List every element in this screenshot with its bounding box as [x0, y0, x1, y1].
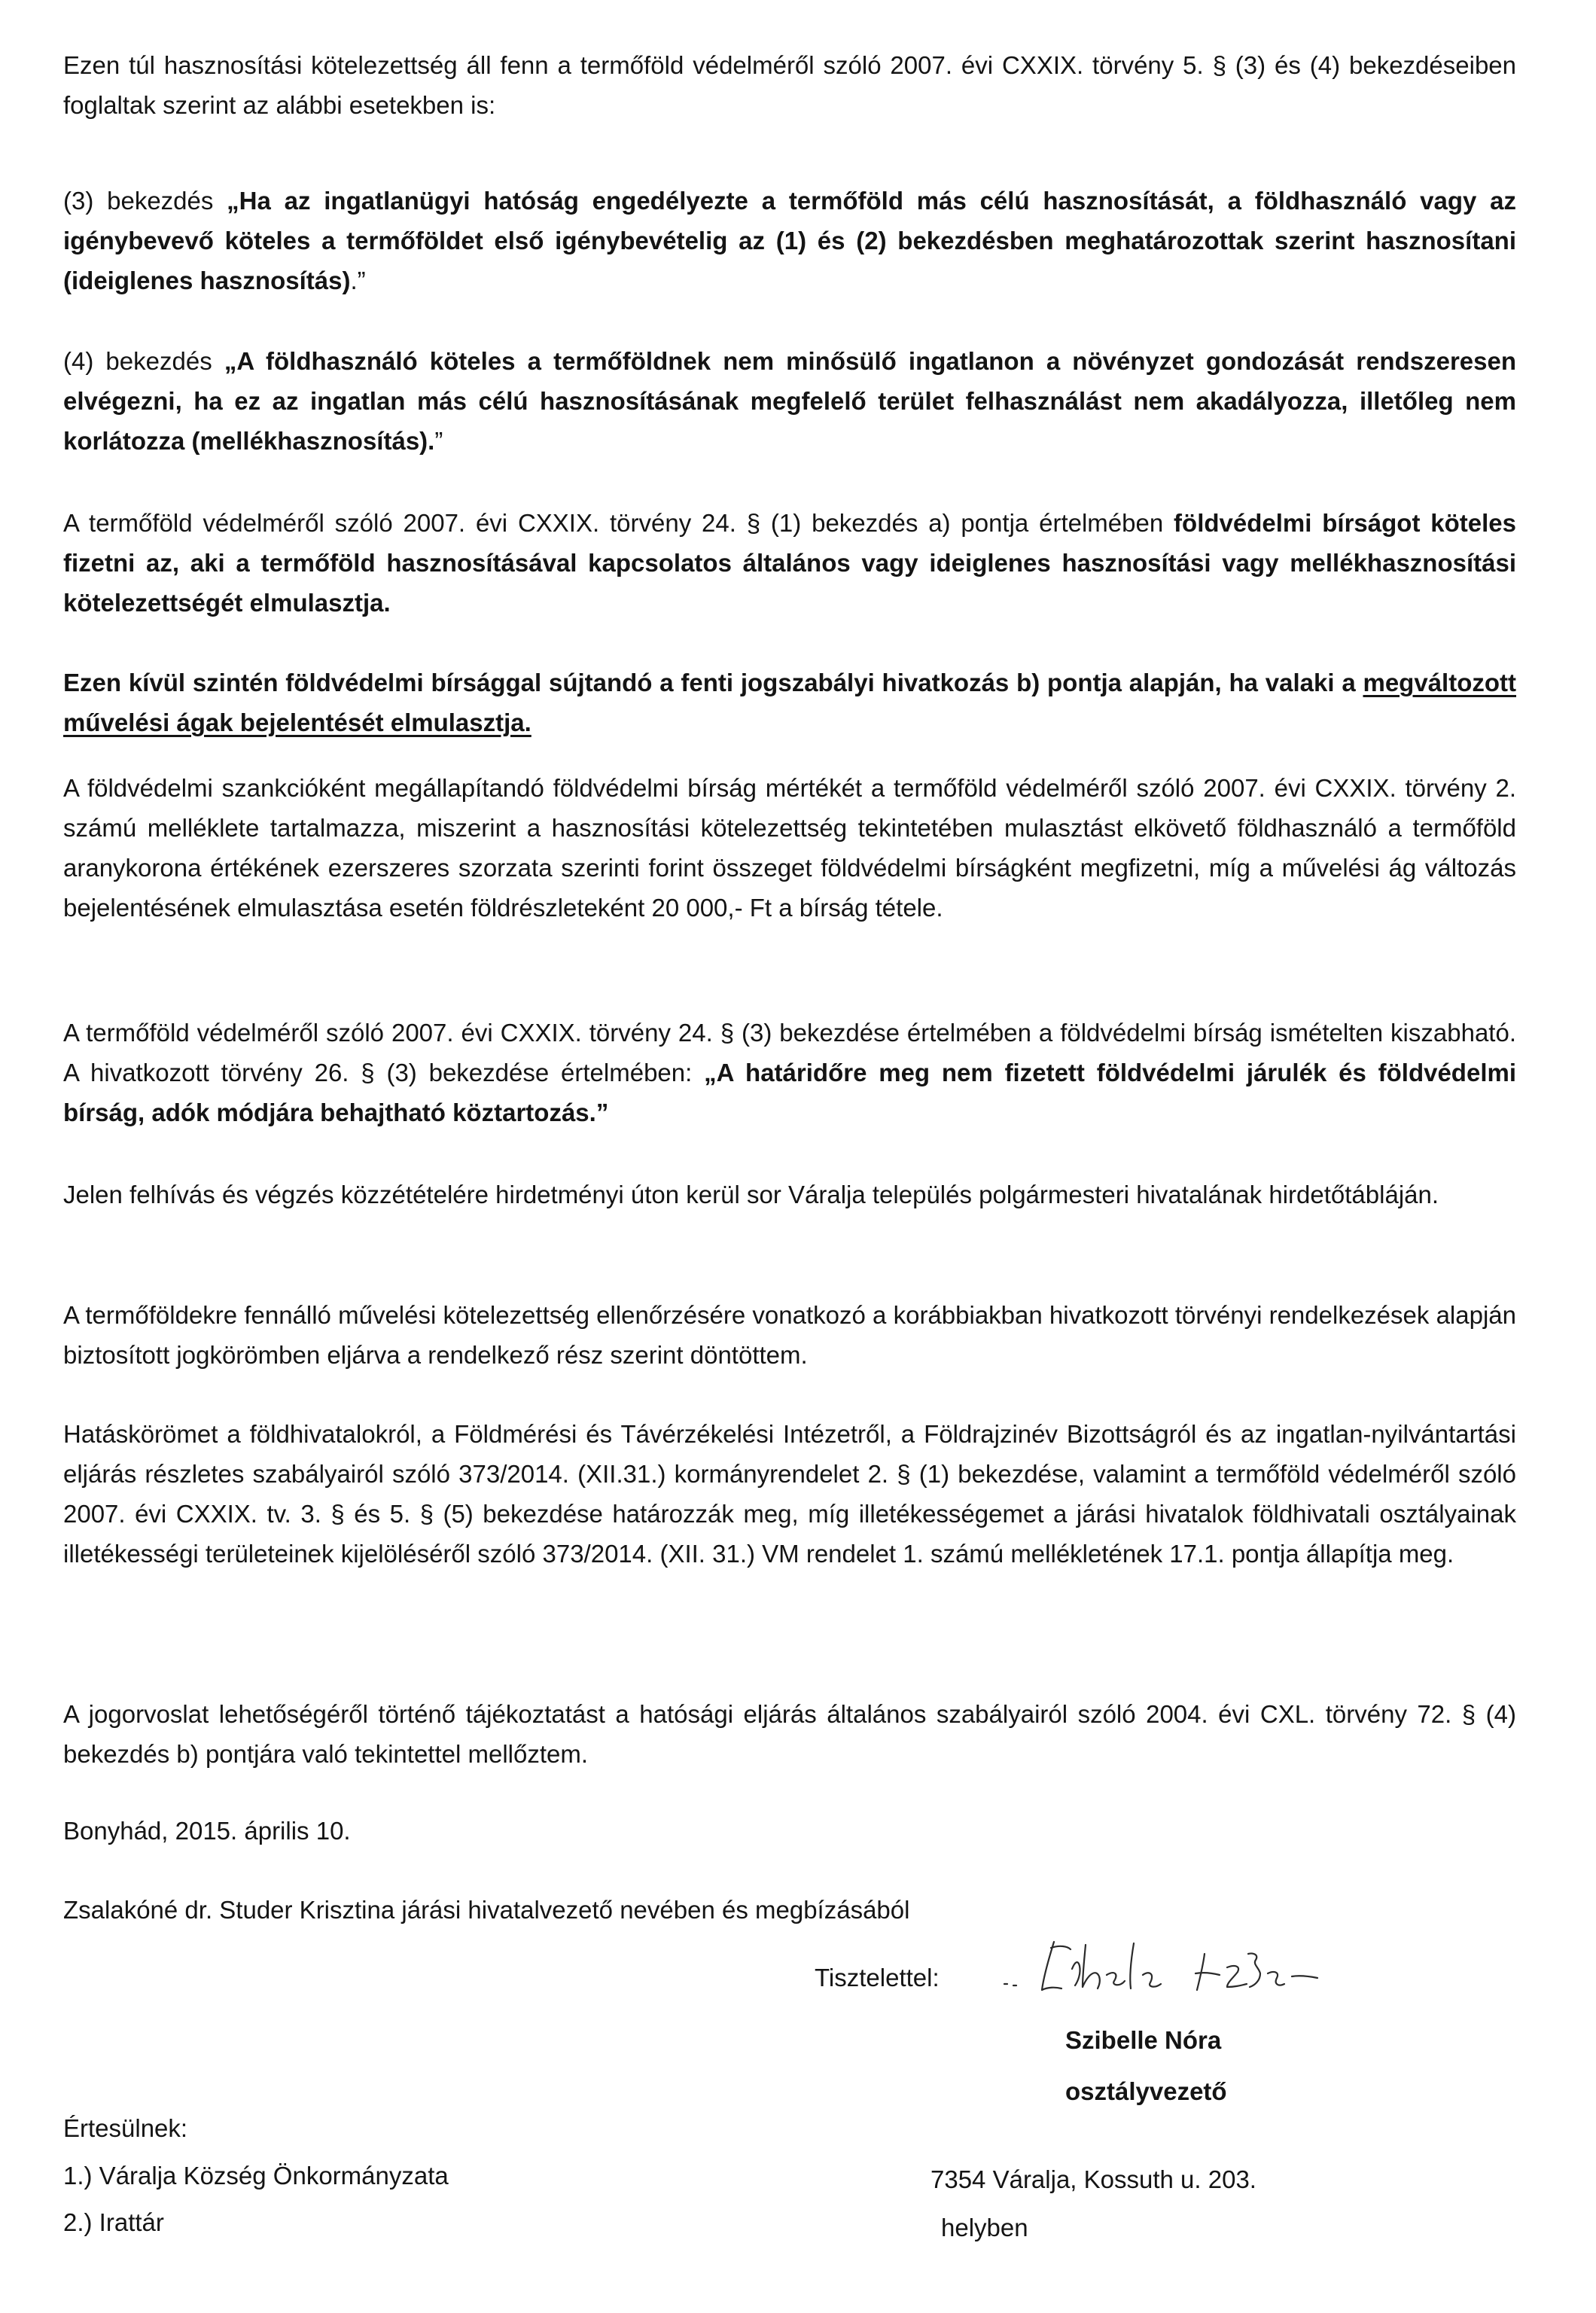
section-4-tail: ”	[434, 427, 443, 455]
additional-fine-underlined: megváltozott művelési ágak bejelentését elmulasztja.	[63, 669, 1516, 736]
repeated-fine-lead: A termőföld védelméről szóló 2007. évi CXXIX. törvény 24. § (3) bekezdése értelmében a földvédelmi bírság ismételten kiszabható. A hivatkozott törvény 26. § (3) bekezdése értelmében:	[63, 1019, 1516, 1086]
paragraph-additional-fine	[63, 663, 1516, 742]
section-4-quote: „A földhasználó köteles a termőföldnek nem minősülő ingatlanon a növényzet gondozását rendszeresen elvégezni, ha ez az ingatlan más célú hasznosításának megfelelő terület felhasználást nem akadályozza, illetőleg nem korlátozza (mellékhasznosítás).	[63, 347, 1516, 455]
recipient-2-address: helyben	[941, 2214, 1028, 2241]
fine-obligation-lead: A termőföld védelméről szóló 2007. évi CXXIX. törvény 24. § (1) bekezdés a) pontja értelmében	[63, 509, 1174, 537]
section-3-quote: „Ha az ingatlanügyi hatóság engedélyezte a termőföld más célú hasznosítását, a földhasználó vagy az igénybevevő köteles a termőföldet első igénybevételig az (1) és (2) bekezdésben meghatározottak szerint hasznosítani (ideiglenes hasznosítás)	[63, 187, 1516, 294]
recipient-1-address: 7354 Váralja, Kossuth u. 203.	[930, 2165, 1256, 2193]
paragraph-legal-remedy: A jogorvoslat lehetőségéről történő tájékoztatást a hatósági eljárás általános szabályairól szóló 2004. évi CXL. törvény 72. § (4) bekezdés b) pontjára való tekintettel mellőztem.	[63, 1700, 1516, 1768]
handwritten-signature	[1001, 1931, 1423, 2003]
paragraph-section-3	[63, 181, 1516, 300]
repeated-fine-quote: „A határidőre meg nem fizetett földvédelmi járulék és földvédelmi bírság, adók módjára behajtható köztartozás.”	[63, 1059, 1516, 1126]
signatory-title: osztályvezető	[1065, 2077, 1227, 2105]
paragraph-fine-amount: A földvédelmi szankcióként megállapítandó földvédelmi bírság mértékét a termőföld védelméről szóló 2007. évi CXXIX. törvény 2. számú melléklete tartalmazza, miszerint a hasznosítási kötelezettség tekintetében mulasztást elkövető földhasználó a termőföld aranykorona értékének ezerszeres szorzata szerinti forint összeget földvédelmi bírságként megfizetni, míg a művelési ág változás bejelentésének elmulasztása esetén földrészleteként 20 000,- Ft a bírság tétele.	[63, 774, 1516, 922]
fine-obligation-bold: földvédelmi bírságot köteles fizetni az, aki a termőföld hasznosításával kapcsolatos általános vagy ideiglenes hasznosítási vagy mellékhasznosítási kötelezettségét elmulasztja.	[63, 509, 1516, 617]
paragraph-repeated-fine	[63, 1013, 1516, 1132]
on-behalf-line: Zsalakóné dr. Studer Krisztina járási hivatalvezető nevében és megbízásából	[63, 1896, 910, 1924]
closing-greeting: Tisztelettel:	[815, 1964, 940, 1991]
paragraph-section-4	[63, 341, 1516, 461]
section-3-tail: .”	[350, 267, 366, 294]
paragraph-fine-obligation	[63, 503, 1516, 623]
paragraph-authority: A termőföldekre fennálló művelési kötelezettség ellenőrzésére vonatkozó a korábbiakban hivatkozott törvényi rendelkezések alapján biztosított jogkörömben eljárva a rendelkező rész szerint döntöttem.	[63, 1301, 1516, 1369]
recipient-2-label: 2.) Irattár	[63, 2208, 164, 2236]
section-4-lead: (4) bekezdés	[63, 347, 224, 375]
paragraph-publication: Jelen felhívás és végzés közzétételére hirdetményi úton kerül sor Váralja település polgármesteri hivatalának hirdetőtábláján.	[63, 1181, 1439, 1208]
paragraph-competence: Hatáskörömet a földhivatalokról, a Földmérési és Távérzékelési Intézetről, a Földrajzinév Bizottságról és az ingatlan-nyilvántartási eljárás részletes szabályairól szóló 373/2014. (XII.31.) kormányrendelet 2. § (1) bekezdése, valamint a termőföld védelméről szóló 2007. évi CXXIX. tv. 3. § és 5. § (5) bekezdése határozzák meg, míg illetékességemet a járási hivatalok földhivatali osztályainak illetékességi területeinek kijelöléséről szóló 373/2014. (XII. 31.) VM rendelet 1. számú mellékletének 17.1. pontja állapítja meg.	[63, 1420, 1516, 1568]
place-and-date: Bonyhád, 2015. április 10.	[63, 1817, 351, 1845]
signatory-name: Szibelle Nóra	[1065, 2026, 1222, 2054]
additional-fine-bold: Ezen kívül szintén földvédelmi bírsággal sújtandó a fenti jogszabályi hivatkozás b) pontja alapján, ha valaki a	[63, 669, 1363, 696]
recipients-heading: Értesülnek:	[63, 2114, 188, 2142]
recipient-1-label: 1.) Váralja Község Önkormányzata	[63, 2162, 449, 2190]
paragraph-intro: Ezen túl hasznosítási kötelezettség áll fenn a termőföld védelméről szóló 2007. évi CXXIX. törvény 5. § (3) és (4) bekezdéseiben foglaltak szerint az alábbi esetekben is:	[63, 51, 1516, 119]
section-3-lead: (3) bekezdés	[63, 187, 227, 215]
